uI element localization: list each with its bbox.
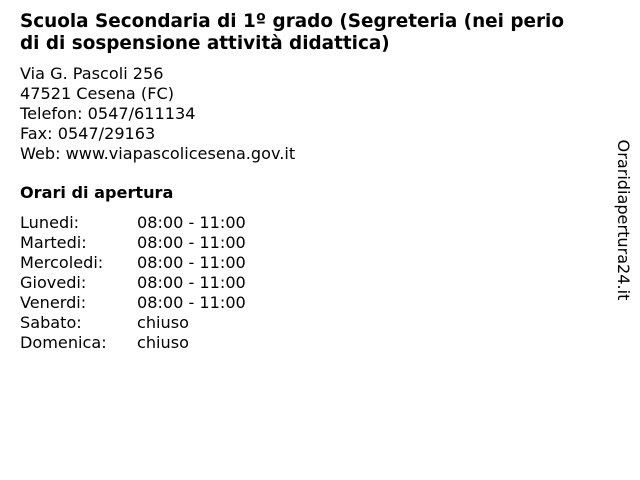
day-label: Lunedi: <box>20 213 80 232</box>
opening-time: 08:00 - 11:00 <box>137 253 246 272</box>
day-label: Giovedi: <box>20 273 87 292</box>
opening-time: chiuso <box>137 313 189 332</box>
day-label: Mercoledi: <box>20 253 104 272</box>
page-title-line-1: Scuola Secondaria di 1º grado (Segreteria (nei perio <box>20 11 564 32</box>
opening-time: 08:00 - 11:00 <box>137 273 246 292</box>
fax-number: Fax: 0547/29163 <box>20 124 156 143</box>
street-address: Via G. Pascoli 256 <box>20 64 164 83</box>
website: Web: www.viapascolicesena.gov.it <box>20 144 296 163</box>
day-label: Martedi: <box>20 233 87 252</box>
page-title <box>20 11 620 55</box>
site-watermark: Oraridiapertura24.it <box>614 139 633 301</box>
opening-time: 08:00 - 11:00 <box>137 293 246 312</box>
day-label: Venerdi: <box>20 293 87 312</box>
page-title-line-2: di di sospensione attività didattica) <box>20 33 390 54</box>
phone-number: Telefon: 0547/611134 <box>20 104 196 123</box>
address-block <box>20 64 295 164</box>
opening-time: 08:00 - 11:00 <box>137 233 246 252</box>
city-address: 47521 Cesena (FC) <box>20 84 174 103</box>
day-label: Sabato: <box>20 313 82 332</box>
opening-hours-heading: Orari di apertura <box>20 183 174 202</box>
opening-time: 08:00 - 11:00 <box>137 213 246 232</box>
opening-time: chiuso <box>137 333 189 352</box>
day-label: Domenica: <box>20 333 107 352</box>
